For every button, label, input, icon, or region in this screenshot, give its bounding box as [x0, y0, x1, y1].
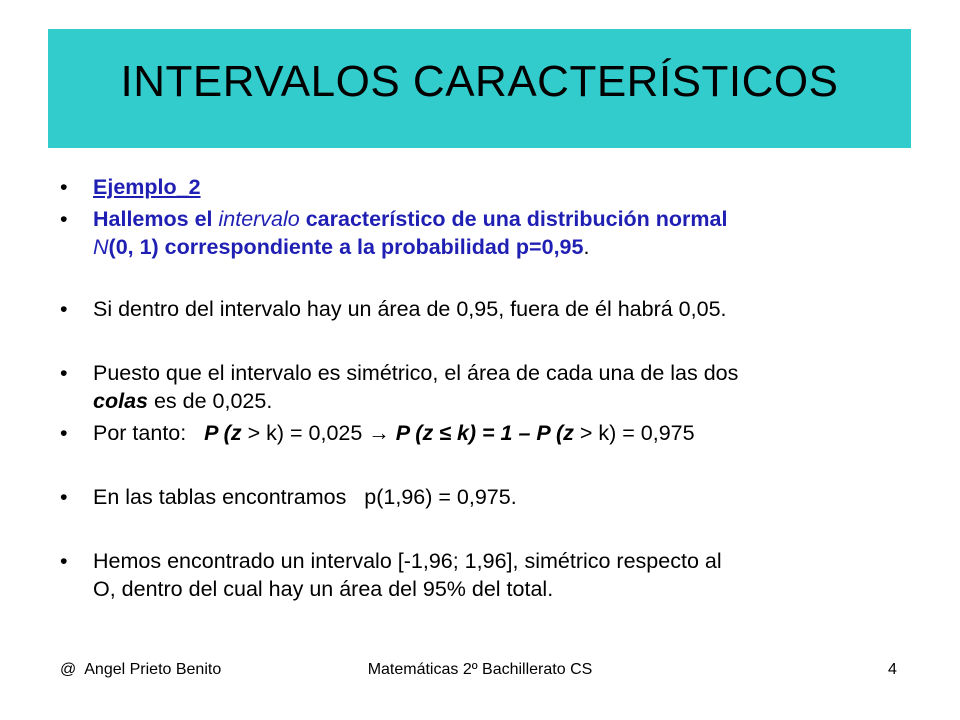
conclusion-text — [93, 547, 913, 603]
por-tanto-text — [93, 419, 913, 447]
por-tanto-label: Por tanto: — [93, 421, 205, 445]
tables-text: En las tablas encontramos p(1,96) = 0,975. — [93, 485, 517, 509]
slide-title: INTERVALOS CARACTERÍSTICOS — [120, 57, 839, 106]
title-band — [48, 29, 911, 148]
statement-italic-intervalo: intervalo — [218, 207, 300, 231]
statement-part: característico de una distribución normal — [299, 207, 728, 231]
implies-arrow-icon: → — [368, 421, 390, 445]
conclusion-line2: O, dentro del cual hay un área del 95% del total. — [93, 577, 554, 601]
page-number: 4 — [888, 661, 897, 678]
bullet-marker: • — [60, 549, 68, 573]
conclusion-line1: Hemos encontrado un intervalo [-1,96; 1,96], simétrico respecto al — [93, 549, 722, 573]
formula-part: > k) = 0,025 — [241, 421, 369, 445]
symmetric-line1: Puesto que el intervalo es simétrico, el área de cada una de las dos — [93, 361, 739, 385]
formula-p-z: P (z — [204, 421, 242, 445]
statement-part: (0, 1) correspondiente a la probabilidad p=0,95 — [108, 235, 584, 259]
bullet-marker: • — [60, 175, 68, 199]
symmetric-line2-rest: es de 0,025. — [147, 389, 273, 413]
statement-period: . — [583, 235, 590, 259]
statement-italic-n: N — [93, 235, 109, 259]
footer-course: Matemáticas 2º Bachillerato CS — [367, 661, 593, 678]
example-heading: Ejemplo_2 — [93, 175, 201, 199]
bullet-marker: • — [60, 207, 68, 231]
bullet-marker: • — [60, 485, 68, 509]
bullet-marker: • — [60, 297, 68, 321]
formula-result: > k) = 0,975 — [573, 421, 695, 445]
formula-complement: P (z ≤ k) = 1 – P (z — [389, 421, 574, 445]
bullet-marker: • — [60, 361, 68, 385]
statement-part: Hallemos el — [93, 207, 219, 231]
symmetric-text — [93, 359, 913, 415]
problem-statement — [93, 205, 913, 261]
colas-word: colas — [93, 389, 148, 413]
footer-author: @ Angel Prieto Benito — [60, 661, 222, 678]
area-outside-text: Si dentro del intervalo hay un área de 0,95, fuera de él habrá 0,05. — [93, 297, 727, 321]
bullet-marker: • — [60, 421, 68, 445]
